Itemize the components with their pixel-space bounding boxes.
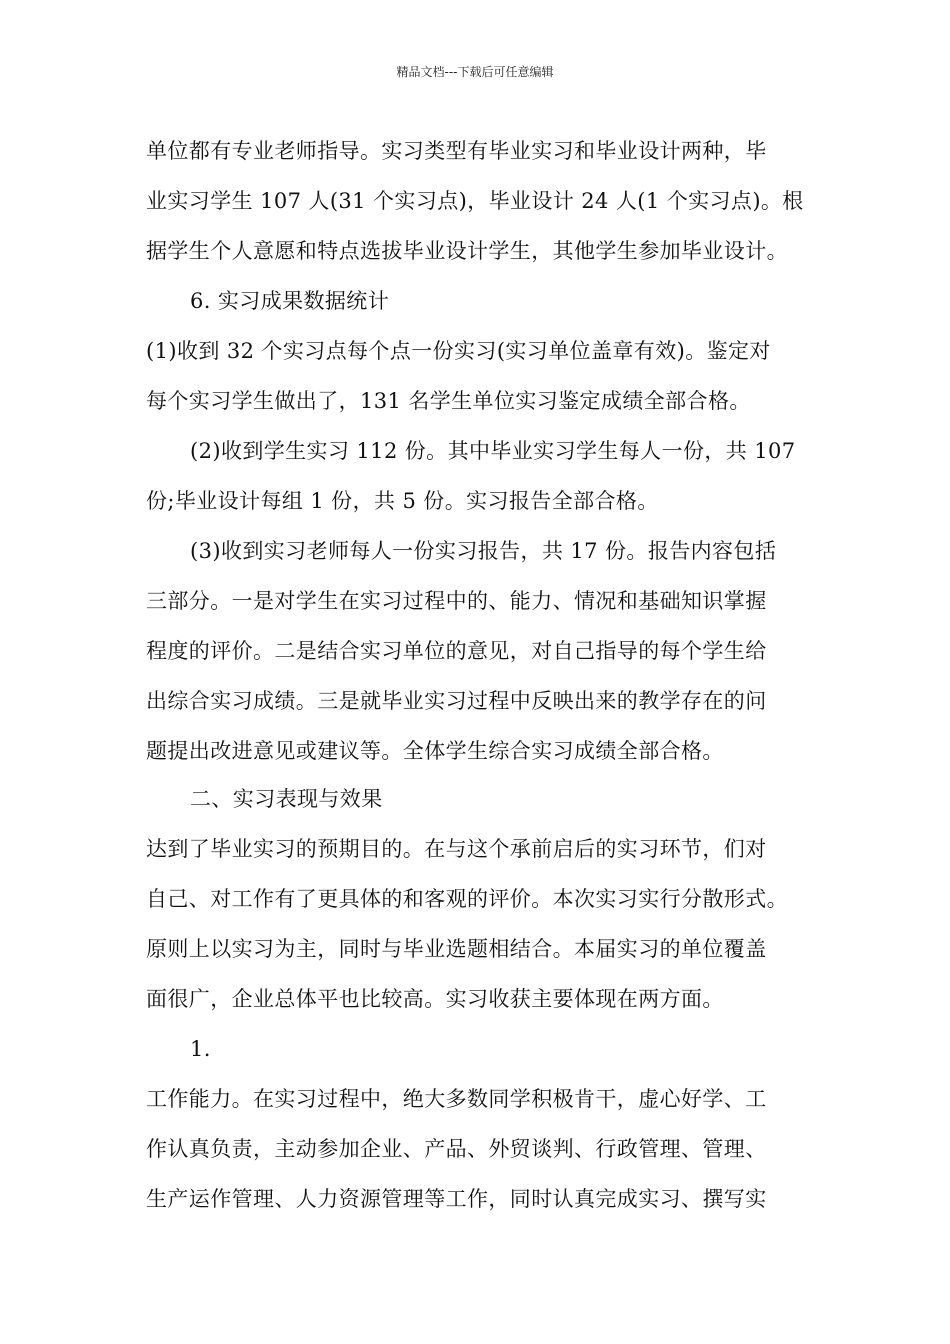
section-heading: 6. 实习成果数据统计 [190,289,390,313]
body-line: (3)收到实习老师每人一份实习报告，共 17 份。报告内容包括 [190,539,777,563]
list-number: 1. [190,1037,211,1061]
body-line: 面很广，企业总体平也比较高。实习收获主要体现在两方面。 [146,987,724,1011]
body-line: 业实习学生 107 人(31 个实习点)，毕业设计 24 人(1 个实习点)。根 [146,189,804,213]
page-header: 精品文档---下载后可任意编辑 [396,65,554,79]
body-line: (1)收到 32 个实习点每个点一份实习(实习单位盖章有效)。鉴定对 [146,339,771,363]
body-line: 三部分。一是对学生在实习过程中的、能力、情况和基础知识掌握 [146,589,767,613]
body-line: 作认真负责，主动参加企业、产品、外贸谈判、行政管理、管理、 [146,1137,767,1161]
body-line: 出综合实习成绩。三是就毕业实习过程中反映出来的教学存在的问 [146,689,767,713]
body-line: 份;毕业设计每组 1 份，共 5 份。实习报告全部合格。 [146,489,659,513]
body-line: 自己、对工作有了更具体的和客观的评价。本次实习实行分散形式。 [146,887,788,911]
body-line: 题提出改进意见或建议等。全体学生综合实习成绩全部合格。 [146,739,724,763]
section-heading: 二、实习表现与效果 [190,787,383,811]
body-line: 工作能力。在实习过程中，绝大多数同学积极肯干，虚心好学、工 [146,1087,767,1111]
body-line: (2)收到学生实习 112 份。其中毕业实习学生每人一份，共 107 [190,439,796,463]
body-line: 程度的评价。二是结合实习单位的意见，对自己指导的每个学生给 [146,639,767,663]
body-line: 生产运作管理、人力资源管理等工作，同时认真完成实习、撰写实 [146,1187,767,1211]
body-line: 单位都有专业老师指导。实习类型有毕业实习和毕业设计两种，毕 [146,139,767,163]
body-line: 原则上以实习为主，同时与毕业选题相结合。本届实习的单位覆盖 [146,937,767,961]
body-line: 每个实习学生做出了，131 名学生单位实习鉴定成绩全部合格。 [146,389,751,413]
body-line: 达到了毕业实习的预期目的。在与这个承前启后的实习环节，们对 [146,837,767,861]
body-line: 据学生个人意愿和特点选拔毕业设计学生，其他学生参加毕业设计。 [146,239,788,263]
